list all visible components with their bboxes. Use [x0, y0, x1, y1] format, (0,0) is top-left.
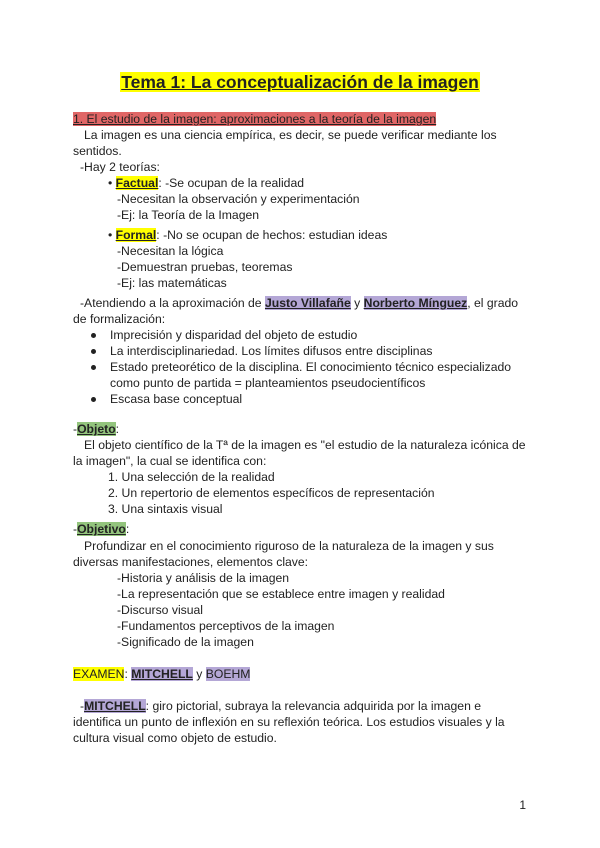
formal-bullet: • Formal: -No se ocupan de hechos: estudian ideas	[108, 228, 388, 242]
list-item: Escasa base conceptual	[110, 392, 243, 406]
bullet-dot	[91, 365, 96, 370]
section-heading: 1. El estudio de la imagen: aproximaciones a la teoría de la imagen	[73, 112, 437, 126]
objetivo-text: Profundizar en el conocimiento riguroso de la naturaleza de la imagen y sus	[84, 539, 494, 553]
list-item: Estado preteorético de la disciplina. El conocimiento técnico especializado	[110, 360, 512, 374]
approach-text-cont: de formalización:	[73, 312, 166, 326]
mitchell-text: -MITCHELL: giro pictorial, subraya la relevancia adquirida por la imagen e	[80, 699, 482, 713]
objetivo-item: -La representación que se establece entre imagen y realidad	[117, 587, 445, 601]
formal-item: -Demuestran pruebas, teoremas	[117, 260, 293, 274]
page-title: Tema 1: La conceptualización de la imagen	[121, 72, 479, 92]
intro-text-cont: sentidos.	[73, 144, 122, 158]
objeto-text-cont: la imagen", la cual se identifica con:	[73, 454, 267, 468]
objetivo-item: -Historia y análisis de la imagen	[117, 571, 290, 585]
bullet-dot	[91, 397, 96, 402]
list-item: La interdisciplinariedad. Los límites difusos entre disciplinas	[110, 344, 433, 358]
factual-item: -Necesitan la observación y experimentación	[117, 192, 360, 206]
formal-item: -Ej: las matemáticas	[117, 276, 227, 290]
theories-intro: -Hay 2 teorías:	[80, 160, 160, 174]
page-number: 1	[519, 798, 526, 812]
objeto-item: 3. Una sintaxis visual	[108, 502, 223, 516]
approach-text: -Atendiendo a la aproximación de Justo Villafañe y Norberto Mínguez, el grado	[80, 296, 519, 310]
objeto-heading: -Objeto:	[73, 422, 120, 436]
objeto-text: El objeto científico de la Tª de la imagen es "el estudio de la naturaleza icónica de	[84, 438, 526, 452]
objeto-item: 1. Una selección de la realidad	[108, 470, 275, 484]
bullet-dot	[91, 333, 96, 338]
objetivo-item: -Significado de la imagen	[117, 635, 254, 649]
objetivo-item: -Discurso visual	[117, 603, 204, 617]
objetivo-heading: -Objetivo:	[73, 522, 130, 536]
objetivo-item: -Fundamentos perceptivos de la imagen	[117, 619, 335, 633]
objeto-item: 2. Un repertorio de elementos específicos de representación	[108, 486, 435, 500]
mitchell-text-cont: identifica un punto de inflexión en su reflexión teórica. Los estudios visuales y la	[73, 715, 505, 729]
list-item-cont: como punto de partida = planteamientos pseudocientíficos	[110, 376, 426, 390]
factual-item: -Ej: la Teoría de la Imagen	[117, 208, 260, 222]
examen-line: EXAMEN: MITCHELL y BOEHM	[73, 667, 251, 681]
bullet-dot	[91, 349, 96, 354]
factual-bullet: • Factual: -Se ocupan de la realidad	[108, 176, 305, 190]
formal-item: -Necesitan la lógica	[117, 244, 224, 258]
list-item: Imprecisión y disparidad del objeto de estudio	[110, 328, 358, 342]
mitchell-text-cont: cultura visual como objeto de estudio.	[73, 731, 277, 745]
intro-text: La imagen es una ciencia empírica, es decir, se puede verificar mediante los	[84, 128, 497, 142]
objetivo-text-cont: diversas manifestaciones, elementos clave:	[73, 555, 309, 569]
